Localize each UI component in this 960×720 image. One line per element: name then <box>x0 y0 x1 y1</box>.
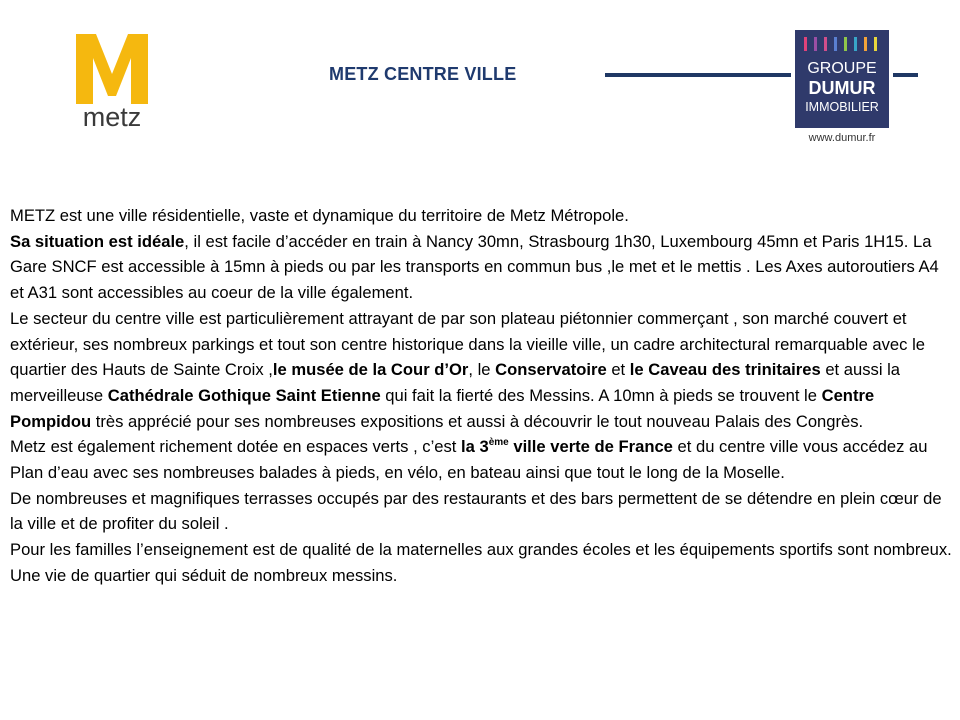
dumur-logo-bar <box>854 37 857 51</box>
dumur-logo-bar <box>844 37 847 51</box>
paragraph-terrasses <box>10 486 956 537</box>
text-span: Une vie de quartier qui séduit de nombreux messins. <box>10 565 398 585</box>
body-text <box>10 203 956 589</box>
header-rule-left <box>605 73 791 77</box>
paragraph-intro <box>10 203 956 229</box>
text-span: Le secteur du centre ville est particulièrement attrayant de par son plateau piétonnier commerçant , son marché couvert et extérieur, ses nombreux parkings et tout son centre historique dans la vieille ville, un cadre architectural remarquable avec le quartier des Hauts de Sainte Croix , <box>10 308 925 380</box>
paragraph-situation <box>10 229 956 306</box>
bold-span: le musée de la Cour d’Or <box>272 360 469 380</box>
paragraph-centre-ville <box>10 306 956 435</box>
bold-span: Conservatoire <box>495 360 607 380</box>
paragraph-espaces-verts <box>10 434 956 485</box>
dumur-url: www.dumur.fr <box>808 132 876 144</box>
text-span: et <box>606 360 630 380</box>
text-span: , il est facile d’accéder en train à Nancy 30mn, Strasbourg 1h30, Luxembourg 45mn et Paris 1H15. La Gare SNCF est accessible à 15mn à pieds ou par les transports en commun bus ,le met et le mettis . Les Axes autoroutiers A4 et A31 sont accessibles au coeur de la ville également. <box>10 231 939 303</box>
dumur-logo-bar <box>824 37 827 51</box>
text-span: très apprécié pour ses nombreuses expositions et aussi à découvrir le tout nouveau Palais des Congrès. <box>91 411 864 431</box>
text-span: , le <box>468 360 496 380</box>
dumur-logo-line2: DUMUR <box>808 78 876 98</box>
superscript: ème <box>488 437 509 449</box>
dumur-logo-bar <box>814 37 817 51</box>
bold-span: la 3 <box>461 437 489 457</box>
bold-span: le Caveau des trinitaires <box>629 360 821 380</box>
text-span: Pour les familles l’enseignement est de qualité de la maternelles aux grandes écoles et les équipements sportifs sont nombreux. <box>10 540 952 560</box>
dumur-logo-bar <box>834 37 837 51</box>
dumur-logo-line3: IMMOBILIER <box>805 100 879 114</box>
bold-span: Sa situation est idéale <box>10 231 185 251</box>
bold-span: Cathédrale Gothique Saint Etienne <box>107 385 381 405</box>
paragraph-familles <box>10 537 956 563</box>
metz-logo-word: metz <box>82 102 142 132</box>
text-span: METZ est une ville résidentielle, vaste et dynamique du territoire de Metz Métropole. <box>10 206 629 225</box>
bold-span: Centre Pompidou <box>10 385 875 431</box>
dumur-logo-bar <box>864 37 867 51</box>
text-span: et du centre ville vous accédez au Plan d’eau avec ses nombreuses balades à pieds, en vélo, en bateau ainsi que tout le long de la Moselle. <box>10 437 928 483</box>
text-span: qui fait la fierté des Messins. A 10mn à pieds se trouvent le <box>380 385 822 405</box>
dumur-logo-bars-icon <box>804 37 882 51</box>
text-span: et aussi la merveilleuse <box>10 360 901 405</box>
text-span: Metz est également richement dotée en espaces verts , c’est <box>10 437 462 457</box>
text-span: De nombreuses et magnifiques terrasses occupés par des restaurants et des bars permettent de se détendre en plein cœur de la ville et de profiter du soleil . <box>10 488 942 534</box>
bold-span: ville verte de France <box>508 437 673 457</box>
dumur-logo <box>795 30 889 128</box>
metz-logo <box>74 34 150 132</box>
page-title: METZ CENTRE VILLE <box>329 64 517 84</box>
dumur-logo-line1: GROUPE <box>807 60 877 77</box>
paragraph-quartier <box>10 563 956 589</box>
dumur-logo-bar <box>874 37 877 51</box>
header-rule-right <box>893 73 918 77</box>
dumur-logo-bar <box>804 37 807 51</box>
metz-m-logo-icon <box>74 34 150 106</box>
